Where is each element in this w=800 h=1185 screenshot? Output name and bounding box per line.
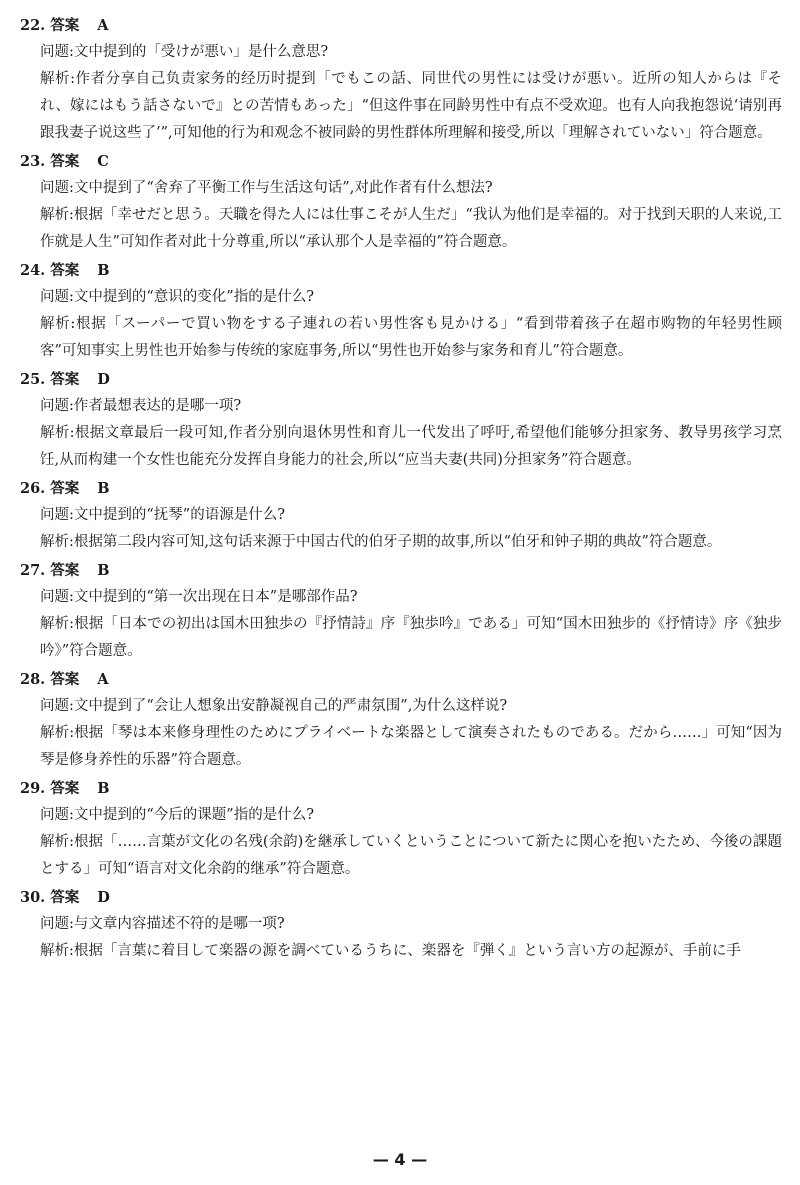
answer-number: 28. 答案 [20, 671, 80, 688]
analysis-text: 解析:根据「日本での初出は国木田独歩の『抒情詩』序『独歩吟』である」可知“国木田独步的《抒情诗》序《独步吟》”符合题意。 [40, 616, 782, 659]
answer-entry-30 [20, 885, 782, 965]
answer-number: 30. 答案 [20, 889, 80, 906]
answer-heading [20, 558, 782, 584]
answer-option: B [97, 480, 110, 497]
question-text: 问题:文中提到的“今后的课题”指的是什么? [40, 807, 314, 823]
answer-option: C [97, 153, 109, 170]
answer-entry-28 [20, 667, 782, 774]
question-text: 问题:与文章内容描述不符的是哪一项? [40, 916, 285, 932]
answer-number: 24. 答案 [20, 262, 80, 279]
answer-heading [20, 885, 782, 911]
answer-option: B [97, 780, 110, 797]
question-text: 问题:文中提到的“意识的变化”指的是什么? [40, 289, 314, 305]
answer-number: 25. 答案 [20, 371, 80, 388]
answer-entry-23 [20, 149, 782, 256]
question-text: 问题:文中提到的“第一次出现在日本”是哪部作品? [40, 589, 358, 605]
answer-heading [20, 149, 782, 175]
answer-number: 26. 答案 [20, 480, 80, 497]
analysis-text: 解析:根据文章最后一段可知,作者分别向退休男性和育儿一代发出了呼吁,希望他们能够分担家务、教导男孩学习烹饪,从而构建一个女性也能充分发挥自身能力的社会,所以“应当夫妻(共同)分担家务”符合题意。 [40, 425, 782, 468]
answer-entry-29 [20, 776, 782, 883]
answer-heading [20, 367, 782, 393]
answer-entry-27 [20, 558, 782, 665]
question-text: 问题:文中提到的“抚琴”的语源是什么? [40, 507, 285, 523]
answer-number: 27. 答案 [20, 562, 80, 579]
question-text: 问题:文中提到了“舍弃了平衡工作与生活这句话”,对此作者有什么想法? [40, 180, 493, 196]
answer-option: A [97, 17, 109, 34]
answer-number: 23. 答案 [20, 153, 80, 170]
answer-heading [20, 258, 782, 284]
analysis-text: 解析:根据第二段内容可知,这句话来源于中国古代的伯牙子期的故事,所以“伯牙和钟子期的典故”符合题意。 [40, 534, 722, 550]
analysis-text: 解析:根据「スーパーで買い物をする子連れの若い男性客も見かける」“看到带着孩子在超市购物的年轻男性顾客”可知事实上男性也开始参与传统的家庭事务,所以“男性也开始参与家务和育儿”符合题意。 [40, 316, 782, 359]
question-text: 问题:作者最想表达的是哪一项? [40, 398, 242, 414]
analysis-text: 解析:根据「幸せだと思う。天職を得た人には仕事こそが人生だ」“我认为他们是幸福的。对于找到天职的人来说,工作就是人生”可知作者对此十分尊重,所以“承认那个人是幸福的”符合题意。 [40, 207, 782, 250]
answer-option: B [97, 562, 110, 579]
analysis-text: 解析:根据「琴は本来修身理性のためにプライベートな楽器として演奏されたものである。だから……」可知“因为琴是修身养性的乐器”符合题意。 [40, 725, 782, 768]
question-text: 问题:文中提到的「受けが悪い」是什么意思? [40, 44, 329, 60]
answer-option: D [97, 371, 110, 388]
answer-number: 22. 答案 [20, 17, 80, 34]
page-number: — 4 — [372, 1150, 428, 1169]
answer-entry-25 [20, 367, 782, 474]
answer-option: B [97, 262, 110, 279]
answer-entry-22 [20, 13, 782, 147]
answer-entry-24 [20, 258, 782, 365]
answer-heading [20, 776, 782, 802]
answer-heading [20, 476, 782, 502]
answer-entry-26 [20, 476, 782, 556]
answer-number: 29. 答案 [20, 780, 80, 797]
answer-option: A [97, 671, 109, 688]
answer-heading [20, 667, 782, 693]
analysis-text: 解析:根据「言葉に着目して楽器の源を調べているうちに、楽器を『弾く』という言い方の起源が、手前に手 [40, 943, 741, 959]
answer-heading [20, 13, 782, 39]
analysis-text: 解析:根据「……言葉が文化の名残(余韵)を継承していくということについて新たに関心を抱いたため、今後の課題とする」可知“语言对文化余韵的继承”符合题意。 [40, 834, 782, 877]
answer-option: D [97, 889, 110, 906]
analysis-text: 解析:作者分享自己负责家务的经历时提到「でもこの話、同世代の男性には受けが悪い。近所の知人からは『それ、嫁にはもう話さないで』との苦情もあった」“但这件事在同龄男性中有点不受欢迎。也有人向我抱怨说‘请别再跟我妻子说这些了’”,可知他的行为和观念不被同龄的男性群体所理解和接受,所以「理解されていない」符合题意。 [40, 71, 782, 141]
question-text: 问题:文中提到了“会让人想象出安静凝视自己的严肃氛围”,为什么这样说? [40, 698, 508, 714]
